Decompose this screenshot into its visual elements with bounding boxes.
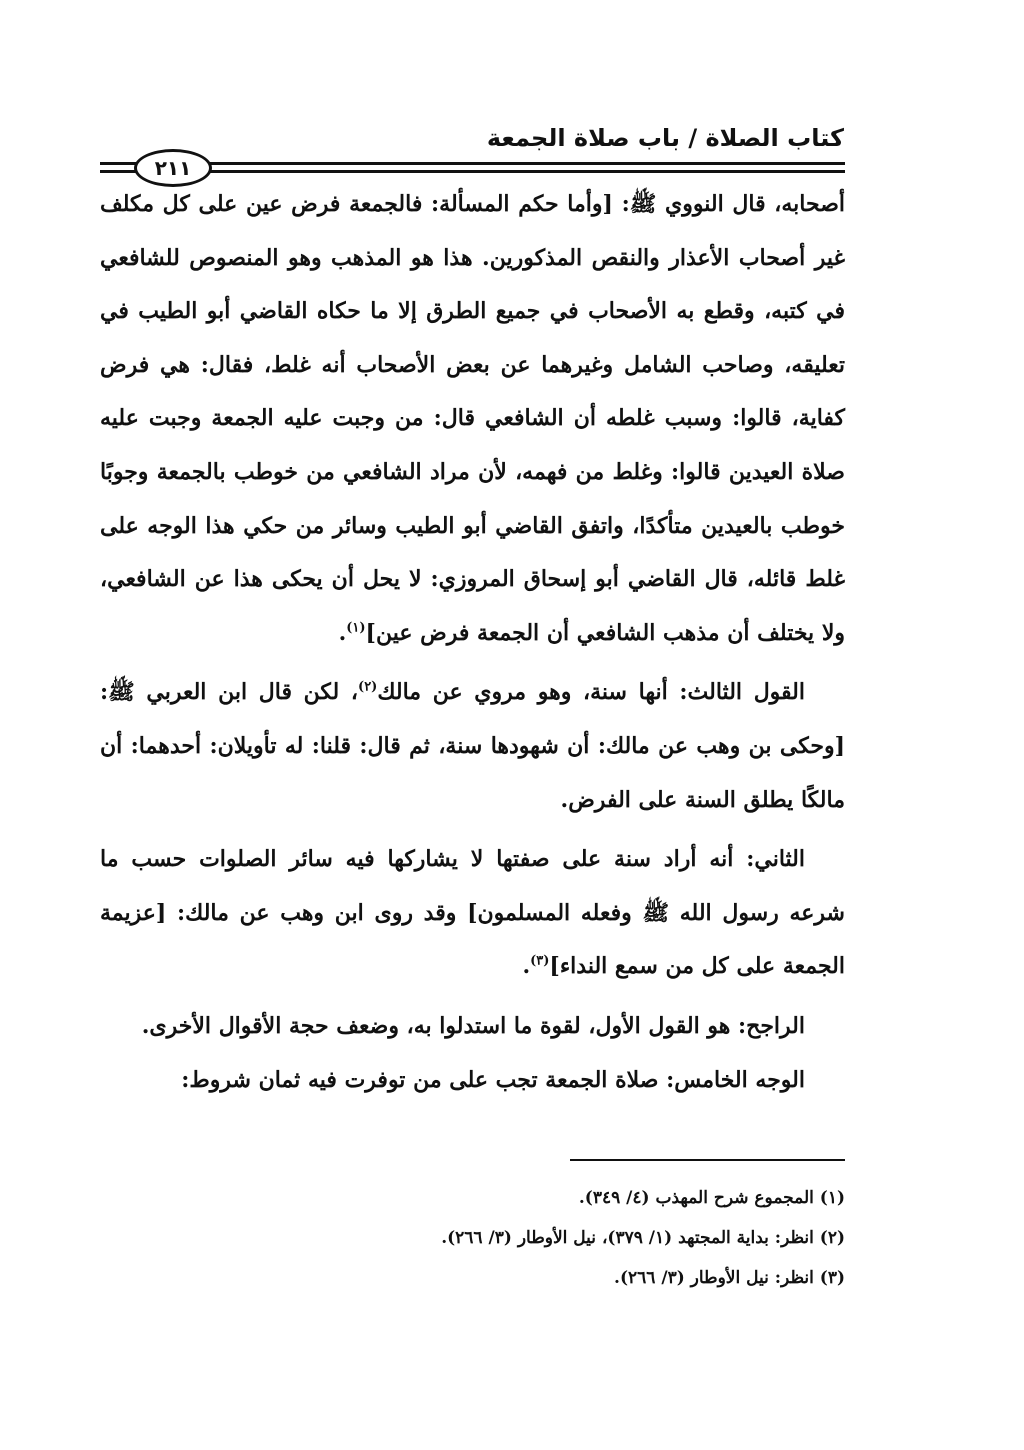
paragraph-nawawi-quote: أصحابه، قال النووي ﷺ: [وأما حكم المسألة: فالجمعة فرض عين على كل مكلف غير أصحاب الأعذار والنقص المذكورين. هذا هو المذهب وهو المنصوص للشافعي في كتبه، وقطع به الأصحاب في جميع الطرق إلا ما حكاه القاضي أبو الطيب في تعليقه، وصاحب الشامل وغيرهما عن بعض الأصحاب أنه غلط، فقال: هي فرض كفاية، قالوا: وسبب غلطه أن الشافعي قال: من وجبت عليه الجمعة وجبت عليه صلاة العيدين قالوا: وغلط من فهمه، لأن مراد الشافعي من خوطب بالجمعة وجوبًا خوطب بالعيدين متأكدًا، واتفق القاضي أبو الطيب وسائر من حكي هذا الوجه على غلط قائله، قال القاضي أبو إسحاق المروزي: لا يحل أن يحكى هذا عن الشافعي، ولا يختلف أن مذهب الشافعي أن الجمعة فرض عين]$^{(١)}$. — [100, 191, 845, 646]
header-rule-bottom — [100, 170, 845, 173]
paragraph-second-interpretation: الثاني: أنه أراد سنة على صفتها لا يشاركها فيه سائر الصلوات حسب ما شرعه رسول الله ﷺ وفعله المسلمون] وقد روى ابن وهب عن مالك: [عزيمة الجمعة على كل من سمع النداء]$^{(٣)}$. — [100, 846, 845, 980]
paragraph-third-opinion: القول الثالث: أنها سنة، وهو مروي عن مالك$^{(٢)}$، لكن قال ابن العربي ﷺ: [وحكى بن وهب عن مالك: أن شهودها سنة، ثم قال: قلنا: له تأويلان: أحدهما: أن مالكًا يطلق السنة على الفرض. — [100, 679, 845, 813]
footnote-ref-3: (٣) — [530, 953, 550, 969]
header-rule-top — [100, 162, 845, 165]
footnote-1: (١) المجموع شرح المهذب (٤/ ٣٤٩). — [578, 1188, 845, 1208]
paragraph-fifth-aspect: الوجه الخامس: صلاة الجمعة تجب على من توفرت فيه ثمان شروط: — [181, 1066, 805, 1093]
footnote-ref-1: (١) — [346, 620, 366, 636]
footnotes — [100, 1178, 845, 1298]
main-text — [100, 178, 845, 1107]
running-header: كتاب الصلاة / باب صلاة الجمعة — [486, 124, 844, 152]
footnote-3: (٣) انظر: نيل الأوطار (٣/ ٢٦٦). — [614, 1268, 845, 1288]
page-number: ٢١١ — [134, 149, 212, 187]
footnote-2: (٢) انظر: بداية المجتهد (١/ ٣٧٩)، نيل الأوطار (٣/ ٢٦٦). — [441, 1228, 845, 1248]
paragraph-preferred-view: الراجح: هو القول الأول، لقوة ما استدلوا به، وضعف حجة الأقوال الأخرى. — [141, 1012, 805, 1039]
footnote-separator — [570, 1159, 845, 1161]
preferred-label: الراجح: — [738, 1012, 805, 1039]
footnote-ref-2: (٢) — [358, 680, 378, 696]
fifth-aspect-label: الوجه الخامس: — [666, 1066, 805, 1093]
